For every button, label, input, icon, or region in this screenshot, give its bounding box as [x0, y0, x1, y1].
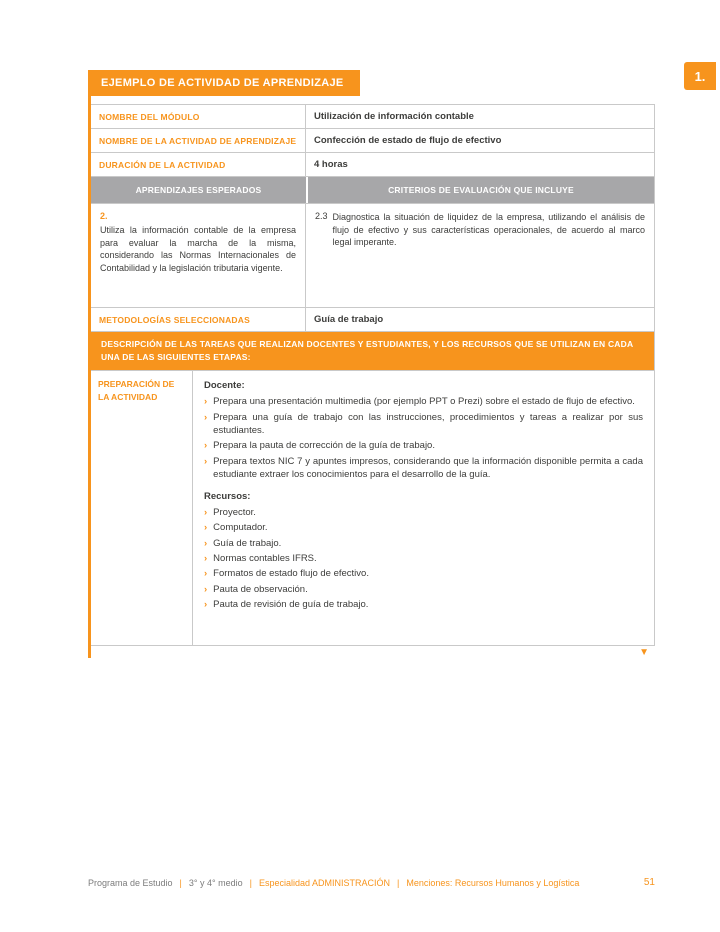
docente-list: [204, 395, 643, 481]
list-item: [204, 411, 643, 438]
activity-name-value: Confección de estado de flujo de efectivo: [314, 135, 502, 146]
activity-title-bar: [91, 70, 360, 96]
list-item-text: Prepara la pauta de corrección de la guía de trabajo.: [213, 440, 435, 452]
bullet-icon: ›: [204, 396, 208, 408]
footer-separator: |: [397, 877, 400, 888]
list-item: [204, 439, 643, 452]
corner-tab-number: 1.: [694, 68, 706, 84]
bullet-icon: ›: [204, 598, 208, 610]
footer-separator: |: [249, 877, 252, 888]
docente-title: Docente:: [204, 380, 245, 392]
bullet-icon: ›: [204, 522, 208, 534]
activity-name-label: NOMBRE DE LA ACTIVIDAD DE APRENDIZAJE: [91, 129, 306, 152]
list-item: [204, 455, 643, 482]
footer-grade: 3° y 4° medio: [188, 877, 243, 888]
evaluation-criteria-cell: [306, 204, 654, 256]
list-item-text: Prepara una guía de trabajo con las instrucciones, procedimientos y tareas a realizar por sus estudiantes.: [213, 411, 643, 436]
activity-title: EJEMPLO DE ACTIVIDAD DE APRENDIZAJE: [101, 77, 344, 89]
bullet-icon: ›: [204, 411, 208, 423]
footer-program: Programa de Estudio: [88, 877, 173, 888]
learning-number: 2.: [100, 211, 108, 221]
criteria-header-row: [91, 177, 654, 204]
list-item: [204, 598, 643, 611]
footer-mentions: Menciones: Recursos Humanos y Logística: [406, 877, 580, 888]
list-item-text: Guía de trabajo.: [213, 537, 282, 549]
recursos-list: [204, 506, 643, 611]
description-banner-row: [91, 332, 654, 371]
criteria-text: Diagnostica la situación de liquidez de la empresa, utilizando el análisis de flujo de efectivo y sus características operacionales, de acuerdo al marco legal imperante.: [332, 212, 645, 248]
recursos-title: Recursos:: [204, 491, 251, 503]
methodology-label: METODOLOGÍAS SELECCIONADAS: [91, 308, 306, 331]
criteria-number: 2.3: [315, 211, 328, 221]
preparation-label: PREPARACIÓN DE LA ACTIVIDAD: [91, 371, 193, 645]
list-item-text: Proyector.: [213, 507, 256, 519]
duration-label: DURACIÓN DE LA ACTIVIDAD: [91, 153, 306, 176]
bullet-icon: ›: [204, 583, 208, 595]
duration-value: 4 horas: [314, 159, 348, 170]
list-item: [204, 521, 643, 534]
module-name-label: NOMBRE DEL MÓDULO: [91, 105, 306, 128]
recursos-section: [204, 491, 643, 611]
list-item: [204, 552, 643, 565]
bullet-icon: ›: [204, 537, 208, 549]
bullet-icon: ›: [204, 553, 208, 565]
expected-learning-header: APRENDIZAJES ESPERADOS: [91, 177, 306, 203]
learning-text: Utiliza la información contable de la empresa para evaluar la marcha de la misma, considerando las Normas Internacionales de Contabilidad y la legislación tributaria vigente.: [100, 225, 296, 273]
list-item-text: Pauta de observación.: [213, 583, 308, 595]
page-footer: [88, 877, 655, 888]
module-name-value: Utilización de información contable: [314, 111, 474, 122]
list-item: [204, 537, 643, 550]
methodology-row: [91, 308, 654, 332]
footer-specialty: Especialidad ADMINISTRACIÓN: [258, 877, 391, 888]
bullet-icon: ›: [204, 455, 208, 467]
list-item-text: Pauta de revisión de guía de trabajo.: [213, 598, 369, 610]
page-corner-tab: [684, 62, 716, 90]
list-item: [204, 583, 643, 596]
list-item: [204, 395, 643, 408]
continuation-arrow-icon: ▼: [639, 647, 649, 659]
list-item-text: Prepara textos NIC 7 y apuntes impresos, considerando que la información disponible permita a cada estudiante extraer los conocimientos para el desarrollo de la guía.: [213, 455, 643, 480]
expected-learning-cell: [91, 204, 306, 307]
preparation-content: [193, 371, 654, 623]
activity-document: [88, 70, 655, 658]
list-item: [204, 506, 643, 519]
learning-criteria-row: [91, 204, 654, 308]
table-row: [91, 105, 654, 129]
evaluation-criteria-header: CRITERIOS DE EVALUACIÓN QUE INCLUYE: [308, 177, 654, 203]
bullet-icon: ›: [204, 568, 208, 580]
bullet-icon: ›: [204, 440, 208, 452]
table-row: [91, 129, 654, 153]
description-banner-text: DESCRIPCIÓN DE LAS TAREAS QUE REALIZAN DOCENTES Y ESTUDIANTES, Y LOS RECURSOS QUE SE UTILIZAN EN CADA UNA DE LAS SIGUIENTES ETAPAS:: [101, 339, 633, 363]
page-number: 51: [643, 877, 655, 888]
footer-separator: |: [179, 877, 182, 888]
list-item-text: Prepara una presentación multimedia (por ejemplo PPT o Prezi) sobre el estado de flujo de efectivo.: [213, 396, 635, 408]
methodology-value: Guía de trabajo: [314, 314, 384, 325]
list-item-text: Normas contables IFRS.: [213, 553, 317, 565]
list-item-text: Formatos de estado flujo de efectivo.: [213, 568, 369, 580]
preparation-row: [91, 371, 654, 645]
table-row: [91, 153, 654, 177]
activity-table: [91, 104, 655, 646]
bullet-icon: ›: [204, 507, 208, 519]
list-item: [204, 567, 643, 580]
list-item-text: Computador.: [213, 522, 268, 534]
